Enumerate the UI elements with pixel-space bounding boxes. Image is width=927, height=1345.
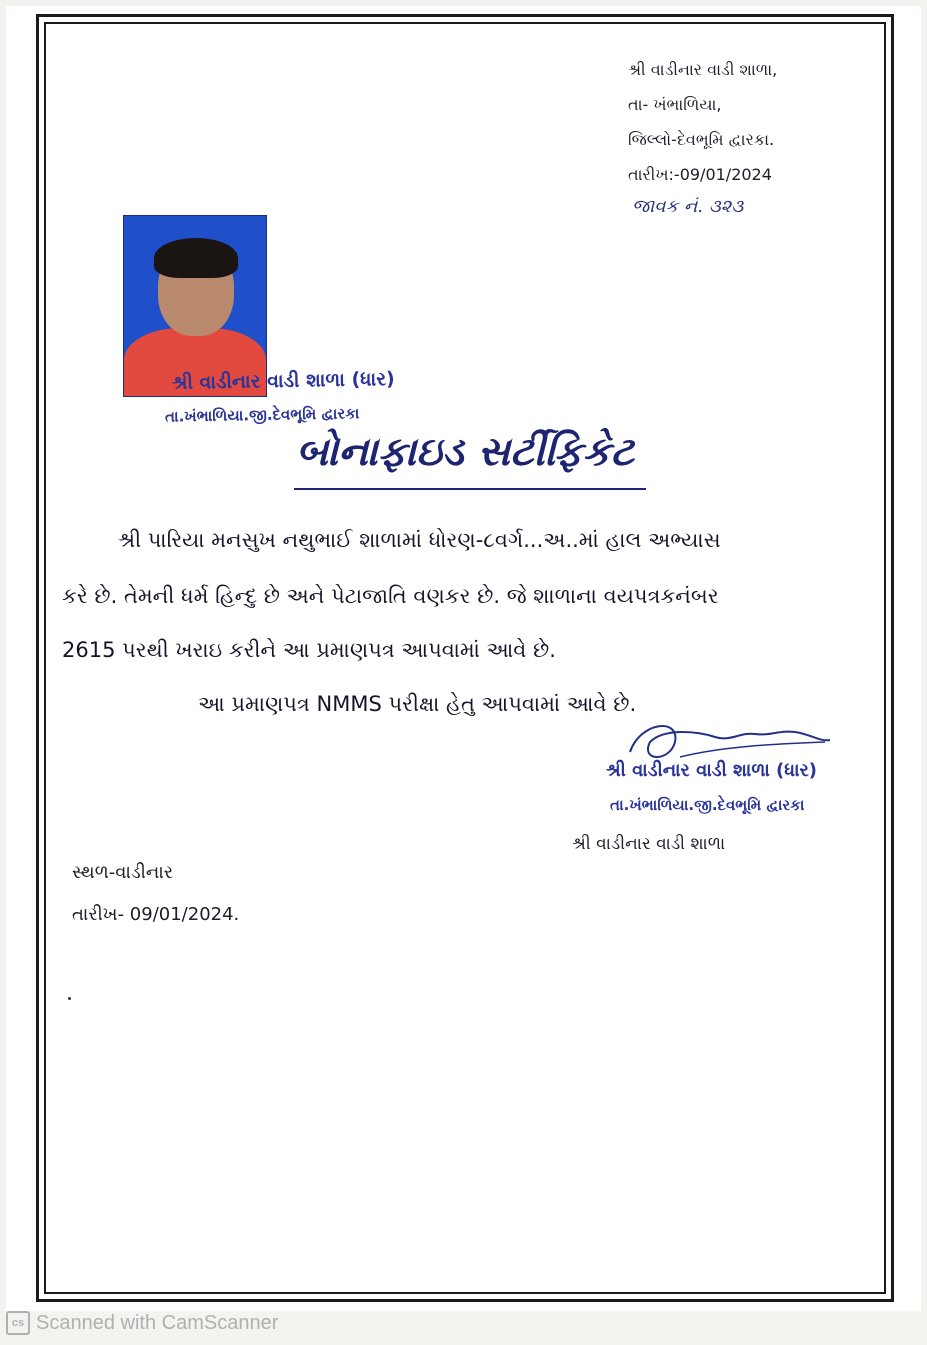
stray-dot — [68, 997, 71, 1000]
camscanner-logo-icon: cs — [6, 1311, 30, 1335]
inward-number: જાવક નં. ૩૨૩ — [632, 196, 744, 217]
body-line-1: શ્રી પારિયા મનસુખ નથુભાઈ શાળામાં ધોરણ-૮વર્ગ...અ..માં હાલ અભ્યાસ — [118, 528, 721, 552]
camscanner-watermark — [6, 1311, 278, 1335]
photo-hair — [154, 238, 238, 278]
photo-stamp-line1: શ્રી વાડીનાર વાડી શાળા (ધાર) — [171, 368, 395, 394]
body-line-3: 2615 પરથી ખરાઇ કરીને આ પ્રમાણપત્ર આપવામાં આવે છે. — [62, 638, 556, 662]
title-underline — [294, 488, 646, 490]
watermark-text: Scanned with CamScanner — [36, 1311, 279, 1334]
signature-stamp-line1: શ્રી વાડીનાર વાડી શાળા (ધાર) — [606, 760, 818, 781]
issue-date: તારીખ:-09/01/2024 — [628, 165, 772, 184]
student-photo — [124, 216, 266, 396]
certificate-title: બોનાફાઇડ સર્ટીફિકેટ — [296, 428, 634, 475]
body-line-4: આ પ્રમાણપત્ર NMMS પરીક્ષા હેતુ આપવામાં આવે છે. — [198, 692, 637, 716]
taluka-line: તા- ખંભાળિયા, — [628, 95, 722, 114]
signature-stamp-line2: તા.ખંભાળિયા.જી.દેવભૂમિ દ્વારકા — [610, 796, 805, 814]
photo-stamp-line2: તા.ખંભાળિયા.જી.દેવભૂમિ દ્વારકા — [164, 404, 360, 426]
place-line: સ્થળ-વાડીનાર — [72, 862, 174, 883]
body-line-2: કરે છે. તેમની ધર્મ હિન્દુ છે અને પેટાજાતિ વણકર છે. જે શાળાના વયપત્રકનંબર — [62, 584, 719, 608]
signatory-school: શ્રી વાડીનાર વાડી શાળા — [572, 834, 726, 854]
district-line: જિલ્લો-દેવભૂમિ દ્વારકા. — [628, 130, 775, 149]
footer-date: તારીખ- 09/01/2024. — [72, 904, 240, 925]
school-address-line: શ્રી વાડીનાર વાડી શાળા, — [628, 60, 778, 79]
